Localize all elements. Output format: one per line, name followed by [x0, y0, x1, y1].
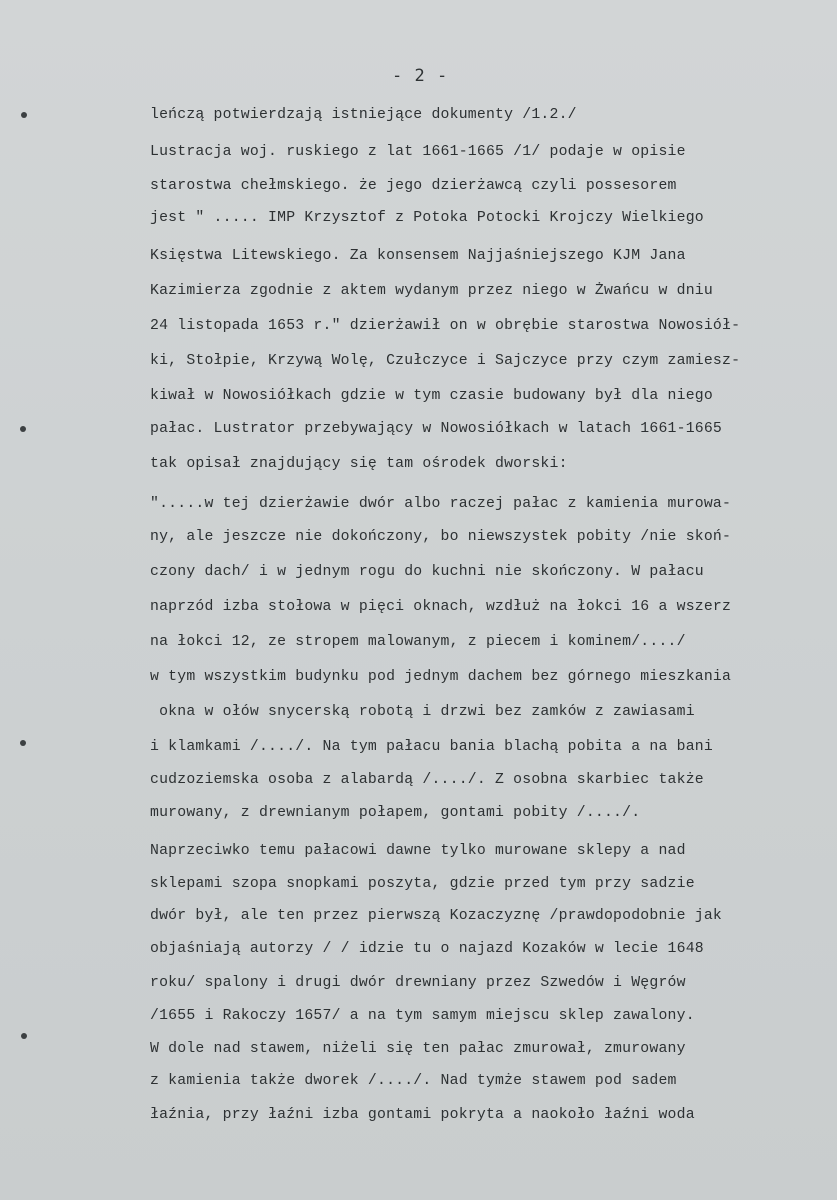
text-line: 24 listopada 1653 r." dzierżawił on w obrębie starostwa Nowosiół- [150, 318, 741, 334]
text-line: leńczą potwierdzają istniejące dokumenty /1.2./ [150, 107, 577, 123]
punch-hole-mark [21, 1033, 27, 1039]
text-line: starostwa chełmskiego. że jego dzierżawcą czyli possesorem [150, 178, 677, 194]
text-line: ny, ale jeszcze nie dokończony, bo niewszystek pobity /nie skoń- [150, 529, 732, 545]
text-line: na łokci 12, ze stropem malowanym, z piecem i kominem/..../ [150, 634, 686, 650]
text-line: roku/ spalony i drugi dwór drewniany przez Szwedów i Węgrów [150, 975, 686, 991]
text-line: i klamkami /..../. Na tym pałacu bania blachą pobita a na bani [150, 739, 713, 755]
page-number: - 2 - [392, 66, 449, 86]
punch-hole-mark [21, 112, 27, 118]
text-line: dwór był, ale ten przez pierwszą Kozaczyznę /prawdopodobnie jak [150, 908, 723, 924]
punch-hole-mark [20, 740, 26, 746]
text-line: cudzoziemska osoba z alabardą /..../. Z osobna skarbiec także [150, 772, 704, 788]
text-line: kiwał w Nowosiółkach gdzie w tym czasie budowany był dla niego [150, 388, 713, 404]
text-line: ki, Stołpie, Krzywą Wolę, Czułczyce i Sajczyce przy czym zamiesz- [150, 353, 741, 369]
text-line: pałac. Lustrator przebywający w Nowosiółkach w latach 1661-1665 [150, 421, 723, 437]
text-line: czony dach/ i w jednym rogu do kuchni nie skończony. W pałacu [150, 564, 704, 580]
text-line: tak opisał znajdujący się tam ośrodek dworski: [150, 456, 568, 472]
text-line: w tym wszystkim budynku pod jednym dachem bez górnego mieszkania [150, 669, 732, 685]
punch-hole-mark [20, 426, 26, 432]
text-line: sklepami szopa snopkami poszyta, gdzie przed tym przy sadzie [150, 876, 695, 892]
text-line: /1655 i Rakoczy 1657/ a na tym samym miejscu sklep zawalony. [150, 1008, 695, 1024]
text-line: jest " ..... IMP Krzysztof z Potoka Potocki Krojczy Wielkiego [150, 210, 704, 226]
text-line: z kamienia także dworek /..../. Nad tymże stawem pod sadem [150, 1073, 677, 1089]
text-line: Lustracja woj. ruskiego z lat 1661-1665 /1/ podaje w opisie [150, 144, 686, 160]
text-line: Księstwa Litewskiego. Za konsensem Najjaśniejszego KJM Jana [150, 248, 686, 264]
text-line: murowany, z drewnianym połapem, gontami pobity /..../. [150, 805, 641, 821]
text-line: W dole nad stawem, niżeli się ten pałac zmurował, zmurowany [150, 1041, 686, 1057]
text-line: naprzód izba stołowa w pięci oknach, wzdłuż na łokci 16 a wszerz [150, 599, 732, 615]
text-line: Naprzeciwko temu pałacowi dawne tylko murowane sklepy a nad [150, 843, 686, 859]
text-line: ".....w tej dzierżawie dwór albo raczej pałac z kamienia murowa- [150, 496, 732, 512]
text-line: łaźnia, przy łaźni izba gontami pokryta a naokoło łaźni woda [150, 1107, 695, 1123]
text-line: Kazimierza zgodnie z aktem wydanym przez niego w Żwańcu w dniu [150, 283, 713, 299]
text-line: okna w ołów snycerską robotą i drzwi bez zamków z zawiasami [150, 704, 695, 720]
text-line: objaśniają autorzy / / idzie tu o najazd Kozaków w lecie 1648 [150, 941, 704, 957]
